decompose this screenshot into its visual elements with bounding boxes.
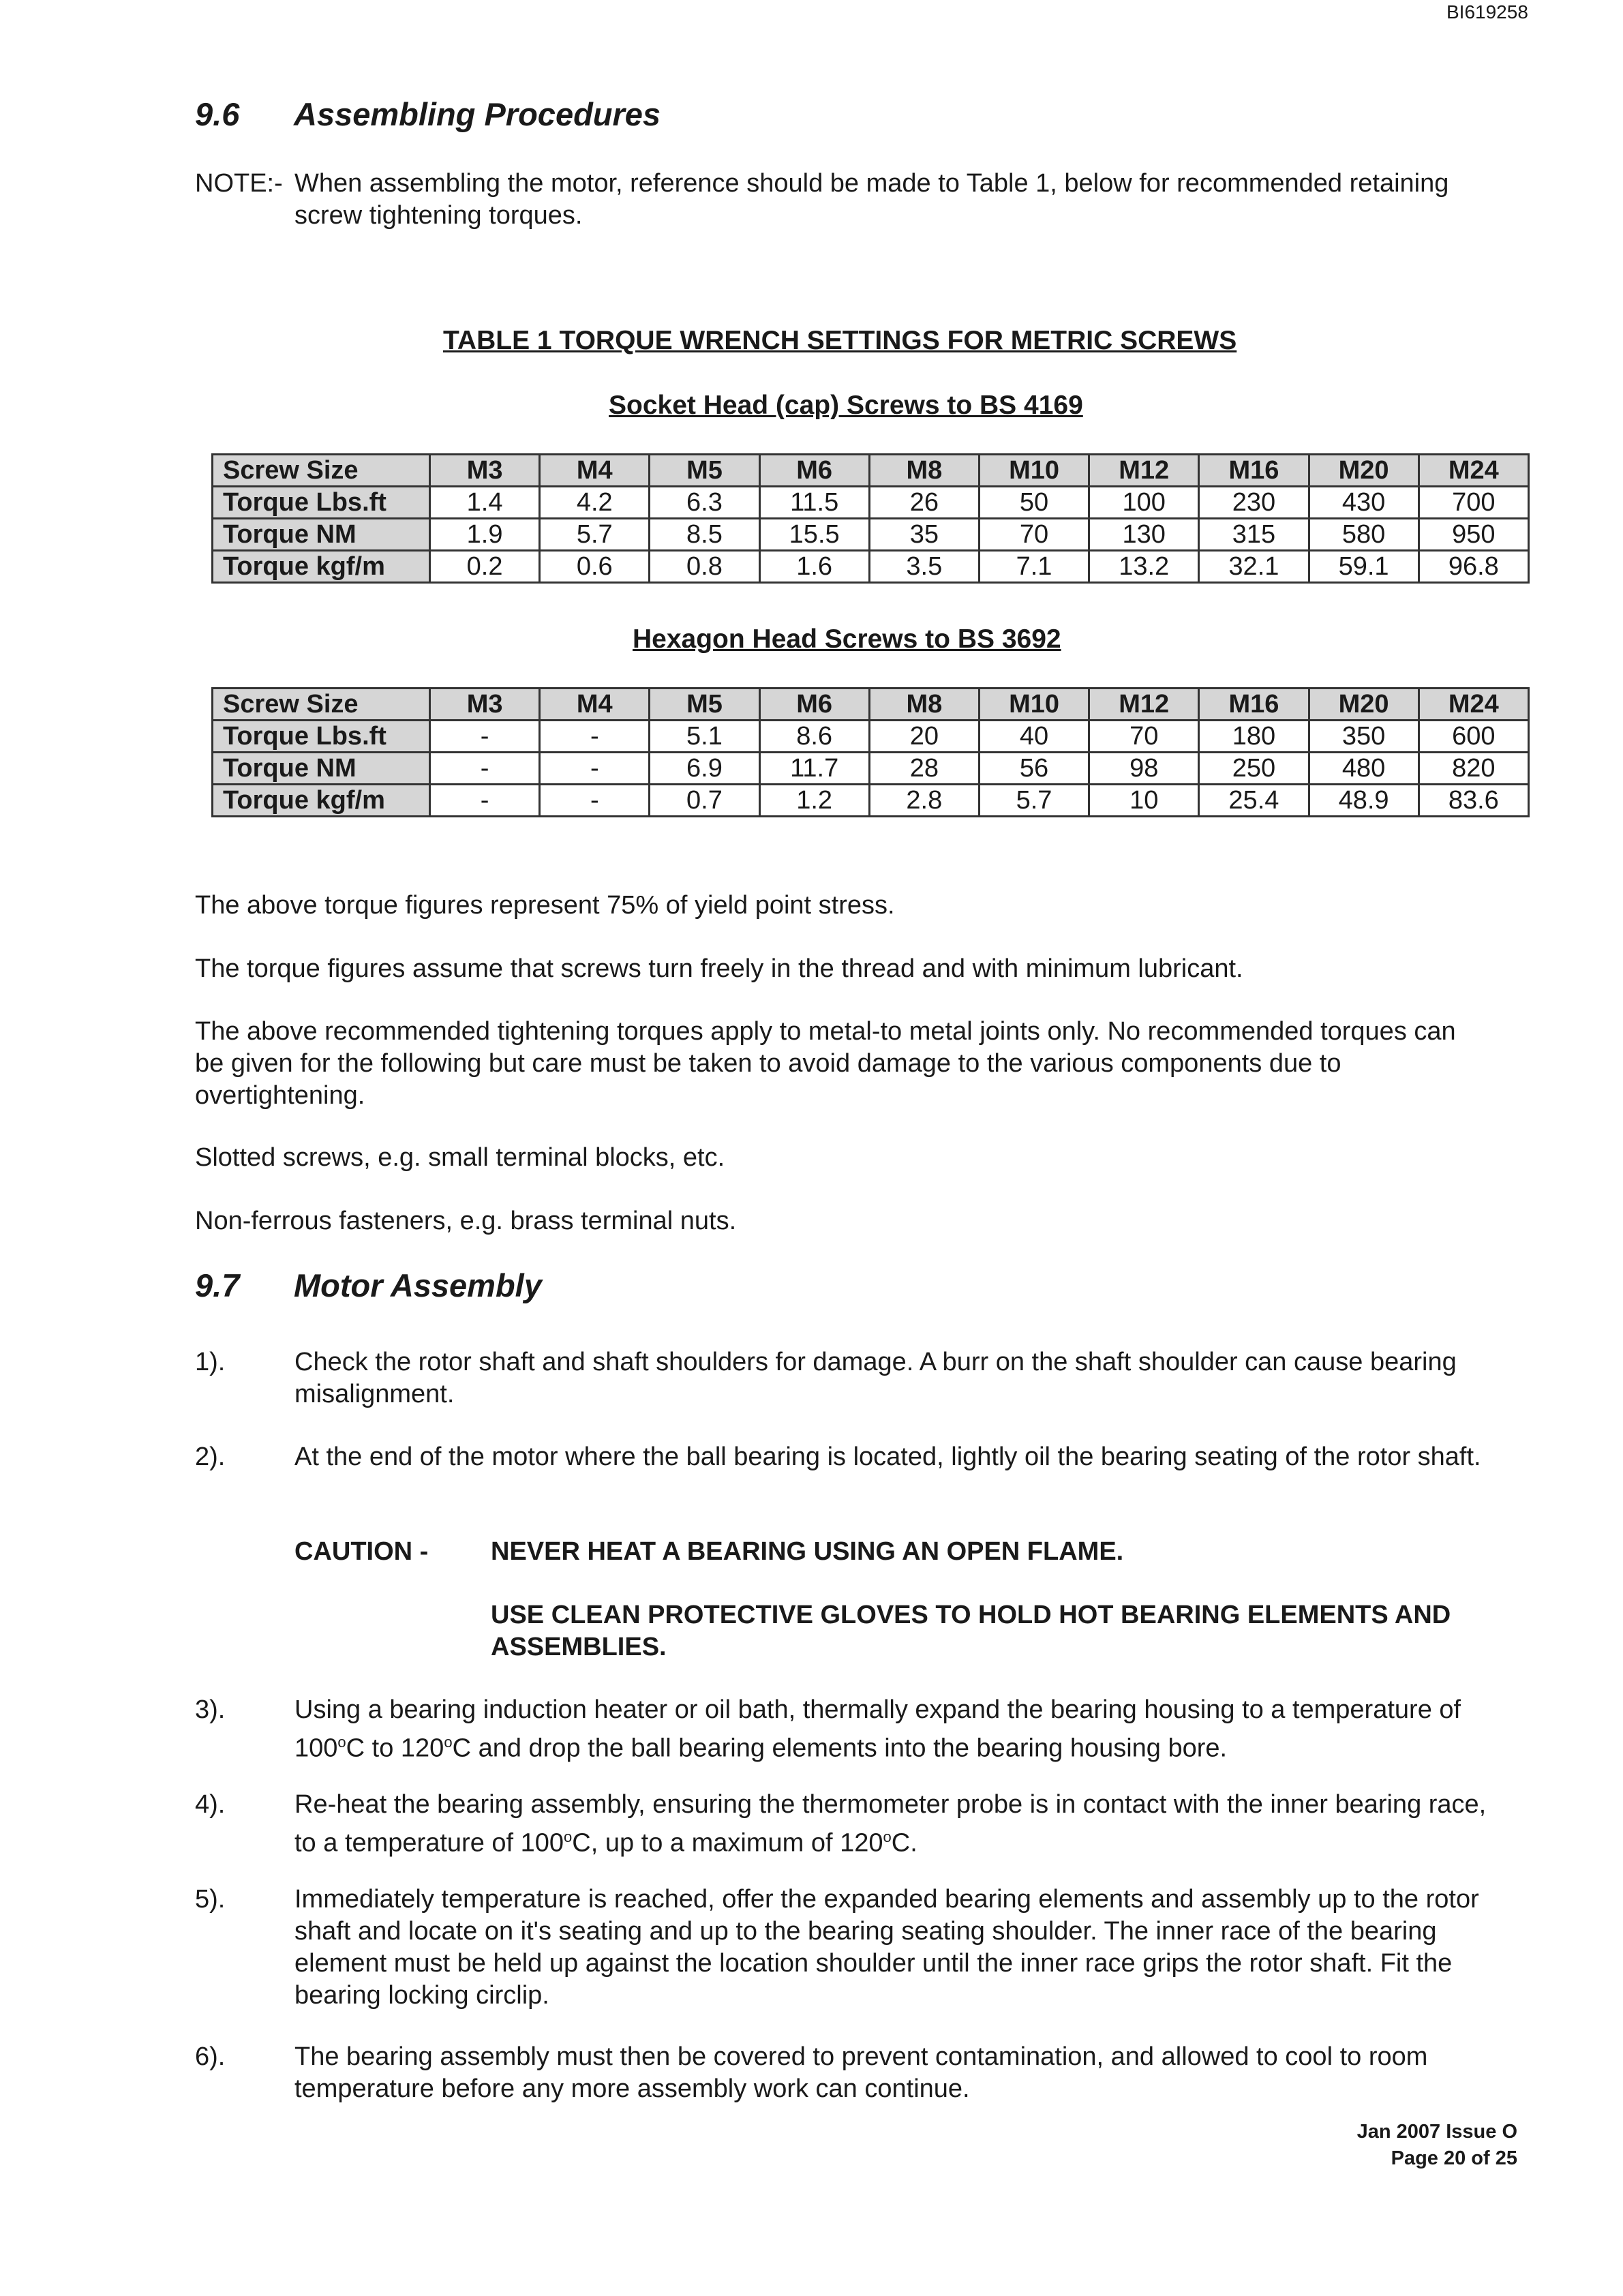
value-cell: 70: [979, 519, 1089, 551]
value-cell: 6.9: [650, 753, 759, 785]
size-cell: M5: [650, 455, 759, 487]
list-item: [195, 1789, 1490, 1860]
value-cell: 230: [1199, 487, 1309, 519]
document-reference: BI619258: [1446, 1, 1528, 22]
step-number: 4).: [195, 1790, 226, 1819]
size-cell: M3: [430, 455, 540, 487]
issue-date: Jan 2007 Issue O: [1356, 2121, 1517, 2143]
value-cell: 0.2: [430, 551, 540, 583]
degree-mark: o: [337, 1734, 346, 1751]
value-cell: -: [540, 753, 650, 785]
value-cell: 11.7: [759, 753, 869, 785]
value-cell: 1.2: [759, 785, 869, 817]
size-cell: M10: [979, 689, 1089, 721]
size-cell: M16: [1199, 455, 1309, 487]
value-cell: -: [540, 785, 650, 817]
size-cell: M4: [540, 455, 650, 487]
socket-head-torque-table: [211, 453, 1530, 584]
value-cell: 1.9: [430, 519, 540, 551]
table-row: [213, 551, 1529, 583]
size-cell: M16: [1199, 689, 1309, 721]
list-item: [195, 1884, 1490, 2012]
step-number: 6).: [195, 2042, 226, 2071]
degree-mark: o: [444, 1734, 453, 1751]
page-footer: [1357, 2119, 1517, 2172]
value-cell: 5.7: [540, 519, 650, 551]
step-text-part: Using a bearing induction heater or oil bath, thermally expand the bearing housing to a temperature of 100: [294, 1695, 1461, 1763]
step-text: Check the rotor shaft and shaft shoulders for damage. A burr on the shaft shoulder can cause bearing misalignment.: [294, 1348, 1457, 1408]
note-label: NOTE:-: [195, 169, 283, 198]
value-cell: 0.6: [540, 551, 650, 583]
size-cell: M3: [430, 689, 540, 721]
value-cell: 15.5: [759, 519, 869, 551]
value-cell: 7.1: [979, 551, 1089, 583]
value-cell: 1.6: [759, 551, 869, 583]
value-cell: 820: [1419, 753, 1528, 785]
value-cell: 600: [1419, 721, 1528, 753]
step-number: 5).: [195, 1885, 226, 1914]
table-row: [213, 721, 1529, 753]
step-text-part: C and drop the ball bearing elements into the bearing housing bore.: [452, 1734, 1228, 1763]
value-cell: 130: [1089, 519, 1199, 551]
value-cell: 28: [869, 753, 979, 785]
degree-mark: o: [883, 1828, 892, 1845]
row-label: Screw Size: [213, 689, 430, 721]
value-cell: 3.5: [869, 551, 979, 583]
body-paragraph: The above recommended tightening torques apply to metal-to metal joints only. No recommended torques can be given for the following but care must be taken to avoid damage to the various components due to overtightening.: [195, 1017, 1456, 1110]
size-cell: M12: [1089, 689, 1199, 721]
value-cell: 10: [1089, 785, 1199, 817]
value-cell: 40: [979, 721, 1089, 753]
size-cell: M8: [869, 689, 979, 721]
step-text: [294, 1694, 1490, 1765]
body-paragraph: The above torque figures represent 75% of yield point stress.: [195, 891, 895, 920]
value-cell: 1.4: [430, 487, 540, 519]
row-label: Screw Size: [213, 455, 430, 487]
step-text: At the end of the motor where the ball bearing is located, lightly oil the bearing seating of the rotor shaft.: [294, 1442, 1481, 1471]
size-cell: M6: [759, 689, 869, 721]
size-cell: M20: [1309, 689, 1419, 721]
value-cell: 70: [1089, 721, 1199, 753]
table-row: [213, 519, 1529, 551]
value-cell: 59.1: [1309, 551, 1419, 583]
value-cell: 32.1: [1199, 551, 1309, 583]
value-cell: 2.8: [869, 785, 979, 817]
value-cell: -: [430, 721, 540, 753]
value-cell: 6.3: [650, 487, 759, 519]
value-cell: -: [430, 753, 540, 785]
socket-head-caption: Socket Head (cap) Screws to BS 4169: [609, 391, 1083, 420]
step-text-part: C, up to a maximum of 120: [572, 1828, 883, 1858]
value-cell: 700: [1419, 487, 1528, 519]
row-label: Torque kgf/m: [213, 551, 430, 583]
caution-label: CAUTION -: [294, 1537, 429, 1566]
table-title: TABLE 1 TORQUE WRENCH SETTINGS FOR METRIC SCREWS: [443, 326, 1237, 355]
hexagon-head-torque-table: [211, 687, 1530, 817]
list-item: [195, 1441, 1490, 1473]
value-cell: 8.5: [650, 519, 759, 551]
value-cell: 430: [1309, 487, 1419, 519]
value-cell: 98: [1089, 753, 1199, 785]
value-cell: 5.7: [979, 785, 1089, 817]
table-header-row: [213, 689, 1529, 721]
section-title: Motor Assembly: [294, 1267, 542, 1303]
size-cell: M4: [540, 689, 650, 721]
value-cell: 315: [1199, 519, 1309, 551]
table-row: [213, 785, 1529, 817]
step-text: The bearing assembly must then be covered to prevent contamination, and allowed to cool to room temperature before any more assembly work can continue.: [294, 2042, 1428, 2103]
list-item: [195, 2041, 1490, 2105]
value-cell: 48.9: [1309, 785, 1419, 817]
size-cell: M20: [1309, 455, 1419, 487]
value-cell: 580: [1309, 519, 1419, 551]
table-row: [213, 487, 1529, 519]
size-cell: M5: [650, 689, 759, 721]
value-cell: 0.7: [650, 785, 759, 817]
table-row: [213, 753, 1529, 785]
body-paragraph: Non-ferrous fasteners, e.g. brass terminal nuts.: [195, 1207, 737, 1235]
size-cell: M24: [1419, 689, 1528, 721]
value-cell: 96.8: [1419, 551, 1528, 583]
step-number: 2).: [195, 1442, 226, 1471]
value-cell: 5.1: [650, 721, 759, 753]
value-cell: 13.2: [1089, 551, 1199, 583]
value-cell: 180: [1199, 721, 1309, 753]
hexagon-head-caption: Hexagon Head Screws to BS 3692: [633, 624, 1061, 654]
list-item: [195, 1346, 1490, 1410]
size-cell: M6: [759, 455, 869, 487]
size-cell: M10: [979, 455, 1089, 487]
row-label: Torque NM: [213, 753, 430, 785]
step-number: 3).: [195, 1695, 226, 1724]
value-cell: 26: [869, 487, 979, 519]
section-title: Assembling Procedures: [294, 96, 661, 132]
step-text-part: C.: [891, 1828, 917, 1858]
value-cell: -: [430, 785, 540, 817]
section-heading-9-7: [195, 1267, 542, 1304]
value-cell: 350: [1309, 721, 1419, 753]
value-cell: 11.5: [759, 487, 869, 519]
value-cell: 480: [1309, 753, 1419, 785]
step-text: Immediately temperature is reached, offer the expanded bearing elements and assembly up to the rotor shaft and locate on it's seating and up to the bearing seating shoulder. The inner race of the bearing element must be held up against the location shoulder until the inner race grips the rotor shaft. Fit the bearing locking circlip.: [294, 1885, 1479, 2010]
section-number: 9.7: [195, 1267, 240, 1303]
row-label: Torque Lbs.ft: [213, 721, 430, 753]
caution-line-1: NEVER HEAT A BEARING USING AN OPEN FLAME.: [491, 1537, 1124, 1566]
body-paragraph: The torque figures assume that screws turn freely in the thread and with minimum lubricant.: [195, 954, 1243, 983]
value-cell: 20: [869, 721, 979, 753]
degree-mark: o: [564, 1828, 573, 1845]
value-cell: 0.8: [650, 551, 759, 583]
step-text-part: Re-heat the bearing assembly, ensuring the thermometer probe is in contact with the inner bearing race, to a temperature of 100: [294, 1790, 1487, 1858]
assembly-note: [195, 168, 1490, 232]
page-number: Page 20 of 25: [1391, 2147, 1517, 2169]
row-label: Torque Lbs.ft: [213, 487, 430, 519]
step-text: [294, 1789, 1490, 1860]
row-label: Torque kgf/m: [213, 785, 430, 817]
table-header-row: [213, 455, 1529, 487]
section-number: 9.6: [195, 96, 240, 132]
caution-line-2: USE CLEAN PROTECTIVE GLOVES TO HOLD HOT BEARING ELEMENTS AND ASSEMBLIES.: [491, 1601, 1451, 1661]
step-number: 1).: [195, 1348, 226, 1376]
value-cell: 25.4: [1199, 785, 1309, 817]
section-heading-9-6: [195, 95, 661, 133]
value-cell: 950: [1419, 519, 1528, 551]
size-cell: M8: [869, 455, 979, 487]
value-cell: -: [540, 721, 650, 753]
body-paragraph: Slotted screws, e.g. small terminal blocks, etc.: [195, 1143, 725, 1172]
value-cell: 83.6: [1419, 785, 1528, 817]
value-cell: 8.6: [759, 721, 869, 753]
value-cell: 56: [979, 753, 1089, 785]
value-cell: 250: [1199, 753, 1309, 785]
value-cell: 4.2: [540, 487, 650, 519]
value-cell: 100: [1089, 487, 1199, 519]
size-cell: M24: [1419, 455, 1528, 487]
step-text-part: C to 120: [346, 1734, 444, 1763]
value-cell: 50: [979, 487, 1089, 519]
value-cell: 35: [869, 519, 979, 551]
list-item: [195, 1694, 1490, 1765]
size-cell: M12: [1089, 455, 1199, 487]
row-label: Torque NM: [213, 519, 430, 551]
note-text: When assembling the motor, reference should be made to Table 1, below for recommended retaining screw tightening torques.: [294, 169, 1449, 230]
